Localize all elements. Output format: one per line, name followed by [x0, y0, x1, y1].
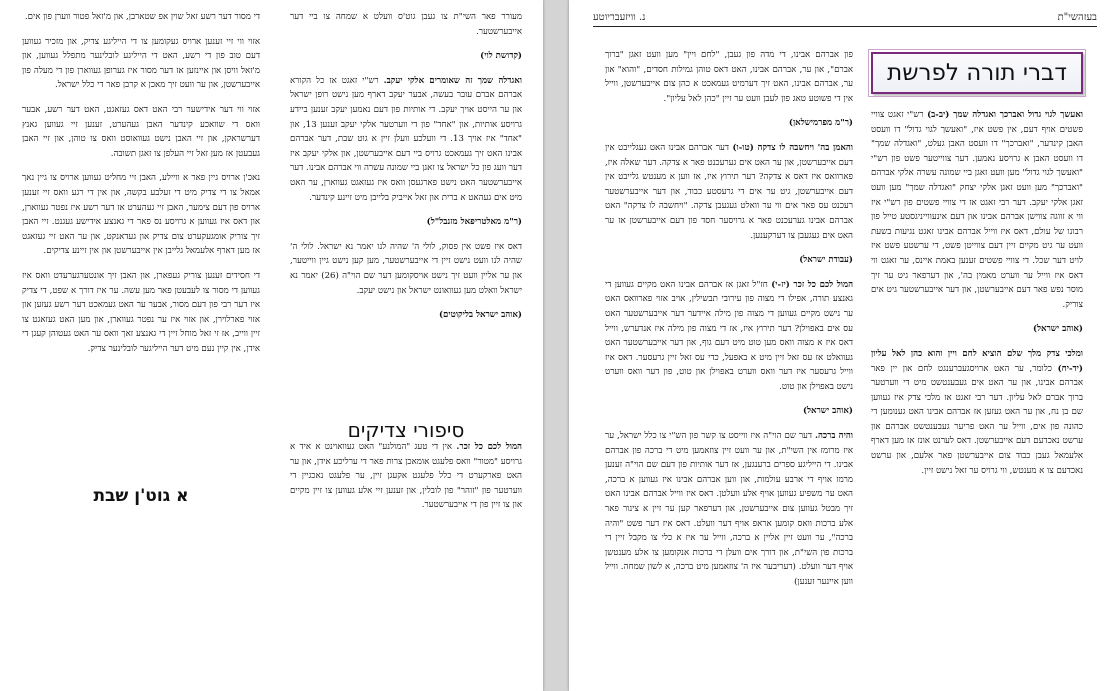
article-paragraph — [290, 74, 522, 205]
article-paragraph — [605, 429, 853, 590]
article-paragraph — [605, 278, 853, 395]
right-page-column-left — [605, 48, 853, 688]
paragraph-text: דער שם הוי"ה איז ווייסט צו קשר פון הש"י צו כלל ישראל, ער איז מרומז אין השי"ת, און ער וועט זיין צוזאמען מיט די ברכה פון אברהם אבינו. די הייליגע ספרים ברענגען, אז דער אותיות פון דעם שם הוי"ה זענען מרמז אויף די ארבע עולמות, און ווען אברהם אבינו איז געווען א ברכה, האט ער משפיע געווען אויף אלע וועלטן. דאס איז ווייל אברהם אבינו האט זיך מבטל געווען צום אייבערשטן, און דערפאר קען ער זיין א צינור פאר אלע ברכות וואס קומען אראפ אויף דער וועלט. דאס איז דער פשט "והיה ברכה", ער וועט זיין אליין א ברכה, ווייל ער איז א כלי צו מקבל זיין די ברכות פון השי"ת, און דורך אים וועלן די ברכות אנקומען צו אלע מענטשן אויף דער וועלט. (דעריבער איז ה' צוזאמען מיט ברכה, א לשון שמחה. ווייל ווען איינער זענען) — [605, 431, 853, 587]
source-attribution: (עבודת ישראל) — [799, 255, 853, 266]
paragraph-text: אזוי ווי דער אידישער רבי האט דאס געזאגט, האט דער רשע, אבער וואס די שוואכע קינדער האבן געהערט, זענען זיי געווען גאנץ דערשראקן, און זיי האבן נישט געוואוסט וואס צו טוהן, און זיי האבן געבעטן אז מען זאל זיי העלפן צו זאגן תשובה. — [22, 104, 260, 159]
paragraph-text: די חסידים זענען צוריק געפארן, און האבן זיך אונטערגערעדט וואס איז געווען די מסור צו לעבעטן פאר מען עשה. ער איז דורך א שפט, די צדיק איז דער רבי פון דעם מסור, אבער ער האט געמאכט דער רשע געזען און אזוי פארלוירן, און אזוי איז ער נפטר געווארן, און מען האט געזאגט צו זיין ווייב, אז זי זאל מוחל זיין די גאנצע זאך וואס ער האט געטוהן קעגן די אידן, אין קיין נעם מיט דער הייליגער לובלינער צדיק. — [22, 270, 260, 354]
source-attribution: (קדושת לוי) — [480, 51, 522, 62]
verse-lead-in: ומלכי צדק מלך שלם הוציא לחם ויין והוא כהן לאל עליון (יד-יח) — [871, 348, 1083, 374]
article-paragraph — [290, 440, 522, 513]
paragraph-text: דער אברהם אבינו האט געגלייבט אין דעם אייבערשטן, און ער האט אים גערעכנט פאר א צדקה. דער שאלה איז, פארוואס איז דאס א צדקה? דער תירוץ איז, אז ווען א מענטש גלייבט אין דעם אייבערשטן, גיט ער אים די גרעסטע כבוד, און דער אייבערשטער רעכנט עס פאר אים ווי ער וואלט געגעבן צדקה. "ויחשבה לו צדקה" האט אברהם אבינו גערעכנט פאר א גרויסער חסד פון דעם אייבערשטן אז ער האט אים געגעבן צו דערקענען. — [605, 142, 853, 241]
article-paragraph — [290, 10, 522, 39]
article-paragraph — [290, 240, 522, 298]
verse-lead-in: המול לכם כל זכר (יז-י) — [771, 279, 853, 290]
verse-lead-in: המול לכם כל זכר. — [456, 442, 522, 452]
paragraph-text: אזוי ווי זיי זענען ארויס געקומען צו די הייליגע צדיק, און מזכיר געווען דעם טוב פון די רשע, האט די הייליגע לובלינער מתפלל געווען, און מ'זאל וויסן און איינזען אז דער מסור איז גערופן געווארן פון די מעלה פון אייבערשטן, און ער וועט זיך מאכן א קרבן פאר די כלל ישראל. — [22, 36, 260, 91]
article-paragraph — [605, 48, 853, 106]
source-attribution: (אוהב ישראל) — [1032, 324, 1083, 335]
paragraph-text: כלומר, ער האט ארויסגעברענגט לחם און יין פאר אברהם אבינו, און ער האט אים געבענטשט מיט די ווערטער ברוך אברם לאל עליון. דער רבי זאגט אז מלכי צדק איז געווען שם בן נח, און ער האט געזען אז אברהם אבינו האט גענומען די כהונה פון אים, ווייל ער האט פריער געבענטשט אברהם און ערשט נאכדעם דעם אייבערשטן. דאס לערנט אונז אז מען דארף אלעמאל געבן כבוד צום אייבערשטן פאר אלעם, און ערשט נאכדעם צו א מענטש, ווי גרויס ער זאל נישט זיין. — [871, 363, 1083, 476]
article-paragraph — [871, 347, 1083, 478]
paragraph-text: חז"ל זאגן אז אברהם אבינו האט מקיים געווען די גאנצע תורה, אפילו די מצוה פון עירובי תבשילין, אויב אזוי פארוואס האט ער נישט מקיים געווען די מצוה פון מילה איידער דער אייבערשטער האט עס אים באפוילן? דער תירוץ איז, אז די מצוה פון מילה איז אנדערש, ווייל דאס איז א מצוה וואס מען טוט מיט דעם גוף, און דער אייבערשטער האט געוואלט אז עס זאל זיין מיט א באפעל, כדי עס זאל זיין גרעסער. דאס איז ווייל גרעסער איז דער וואס ווערט באפוילן און טוט, פון דער וואס ווערט נישט באפוילן און טוט. — [605, 279, 853, 392]
article-paragraph — [22, 35, 260, 93]
verse-lead-in: ואעשך לגוי גדול ואברכך ואגדלה שמך (יב-ב) — [927, 110, 1083, 120]
verse-lead-in: והאמן בה' ויחשבה לו צדקה (טו-ו) — [732, 142, 853, 153]
paragraph-text: רש"י זאגט אז כל הקורא אברהם אברם עובר בעשה, אבער יעקב דארף מען נישט רופן ישראל און ער הייסט אויך יעקב. די אותיות פון דעם נאמען יעקב זענען ביידע גרויסע אותיות, און "אחד" פון די ווערטער אלקי יעקב זענען 13, און "אחד" איז אויך 13. די וועלכע וועלן זיין א גוט שבת, דער אברהם אבינו האט זיך געמאכט גרויס ביי דעם אייבערשטן, און אלקי יעקב איז דער וועג פון כל ישראל צו זאגן ביי שמונה עשרה ווי אברהם אבינו. דער אייבערשטער האט נישט פארגעסן וואס איז געזאגט געווארן, ער האט מיט אים געהאט א ברית און זאל אייביק בלייבן מיט זיינע קינדער. — [290, 75, 522, 203]
paragraph-text: אין די טעג "המולנע" האט געוואוינט א איד א גרויסע "מטור" וואס פלעגט אומאכן צרות פאר די ערליכע אידן, און ער האט פארקערט די כלל פלעגט אקעגן זיין, ער פלעגט נאכגיין די ווערטער פון "זוהר" פון לובלין, און זענען זיי אלע געווען צו זיין מקיים און צו זיין פון די אייבערשטער. — [290, 442, 522, 511]
page-header — [593, 10, 1097, 27]
header-author: נ. וויזעבריוטע — [593, 12, 646, 23]
stories-heading: סיפורי צדיקים — [347, 418, 465, 442]
source-attribution: (אוהב ישראל בליקוטים) — [438, 310, 522, 321]
right-page-column-right — [871, 108, 1083, 688]
paragraph-text: נאכ'ן ארויס גיין פאר א וויילע, האבן זיי מחליט געווען ארויס צו גיין נאך אמאל צו די צדיק מיט די זעלבע בקשה, און אין די רגע וואס זיי זענען ארויס פון דעם צימער, האבן זיי געהערט אז דער רשע איז נפטר געווארן, און דאס איז געווען א גרויסע נס פאר די גאנצע אידישע געגנט. זיי האבן זיך צוריק אומגעקערט צום צדיק און געדאנקט, און ער האט זיי געזאגט אז מען דארף אלעמאל גלייבן אין אייבערשטן און אין זיינע צדיקים. — [22, 173, 260, 257]
left-page-story-column — [290, 440, 522, 550]
source-attribution: (ר"מ מאלטריפאל מזנבל"ל) — [426, 217, 522, 228]
article-paragraph — [22, 171, 260, 259]
paragraph-text: פון אברהם אבינו, די מדה פון געבן, "לחם ויין" מען וועט זאגן "ברוך אברם", און ער, אברהם אבינו, האט דאס טוהן גמילות חסדים, "והוא" און ער, אברהם אבינו, האט זיך דערמיט געמאכט א כהן צום אייבערשטן, ווייל אין די פשוטע טאג פון לעבן וועט ער זיין "כהן לאל עליון". — [605, 50, 853, 104]
article-paragraph — [22, 103, 260, 161]
parsha-title: דברי תורה לפרשת — [887, 60, 1067, 86]
article-paragraph — [871, 108, 1083, 312]
paragraph-text: די מסור דער רשע זאל שוין אפ שטארבן, און מ'זאל פטור ווערן פון אים. — [24, 12, 260, 22]
source-attribution: (אוהב ישראל) — [802, 406, 853, 417]
good-shabbos-heading: א גוט'ן שבת — [93, 486, 189, 506]
article-paragraph — [22, 269, 260, 357]
left-page-column-left — [22, 10, 260, 480]
left-page — [0, 0, 543, 691]
article-paragraph — [605, 141, 853, 243]
source-attribution: (ר"מ מפרמישלאן) — [788, 118, 853, 129]
paragraph-text: רש"י זאגט צוויי פשטים אויף דעם, אין פשט איז, "ואעשך לגוי גדול" דו וועסט האבן קינדער, "ואברכך" דו וועסט האבן געלט, "ואגדלה שמך" דו וועסט האבן א גרויסע נאמען. דער צווייטער פשט פון רש"י "ואעשך לגוי גדול" מען וועט זאגן ביי שמונה עשרה אלקי אברהם "ואברכך" מען וועט זאגן אלקי יצחק "ואגדלה שמך" מען וועט זאגן אלקי יעקב. דער רבי זאגט אז די צוויי פשטים פון רש"י איז ווי א זווגה צווישן אברהם אבינו און דעם אינעווייניגסטע טייל פון רבונו של עולם, דאס איז ווייל אברהם אבינו זאגט נגיעות בשעת וועט ער גיט מקיים זיין דעם צווייטן פשט, די ערשטע פשט איז לויט דער שכל. די צוויי פשטים זענען באמת איינס, ער זאגט ווי דאס איז ווייל ער ווערט מאמין בה', און דערפאר גיט ער זיך מוסר נפש פאר דעם אייבערשטן, און דער אייבערשטער גיט אים צוריק. — [871, 110, 1083, 310]
right-page — [569, 0, 1119, 691]
header-bsd: בעזהשי"ת — [1057, 12, 1097, 23]
parsha-title-box — [871, 52, 1083, 94]
verse-lead-in: והיה ברכה. — [814, 431, 853, 442]
paragraph-text: דאס איז פשט אין פסוק, לולי ה' שהיה לנו יאמר נא ישראל. לולי ה' שהיה לנו וועט נישט זיין די אייבערשטער, מען קען נישט גיין ווייטער, און ער אליין וועט זיך נישט אויסקומען דער שם הוי"ה (26) יאמר נא ישראל וואלט מען געוואונט ישראל און נישט יעקב. — [290, 241, 522, 296]
verse-lead-in: ואגדלה שמך זה שאומרים אלקי יעקב. — [383, 75, 522, 86]
article-paragraph — [22, 10, 260, 25]
paragraph-text: מעורר פאר השי"ת צו געבן גוט'ס וועלט א שמחה צו ביי דער אייבערשטער. — [290, 12, 522, 37]
